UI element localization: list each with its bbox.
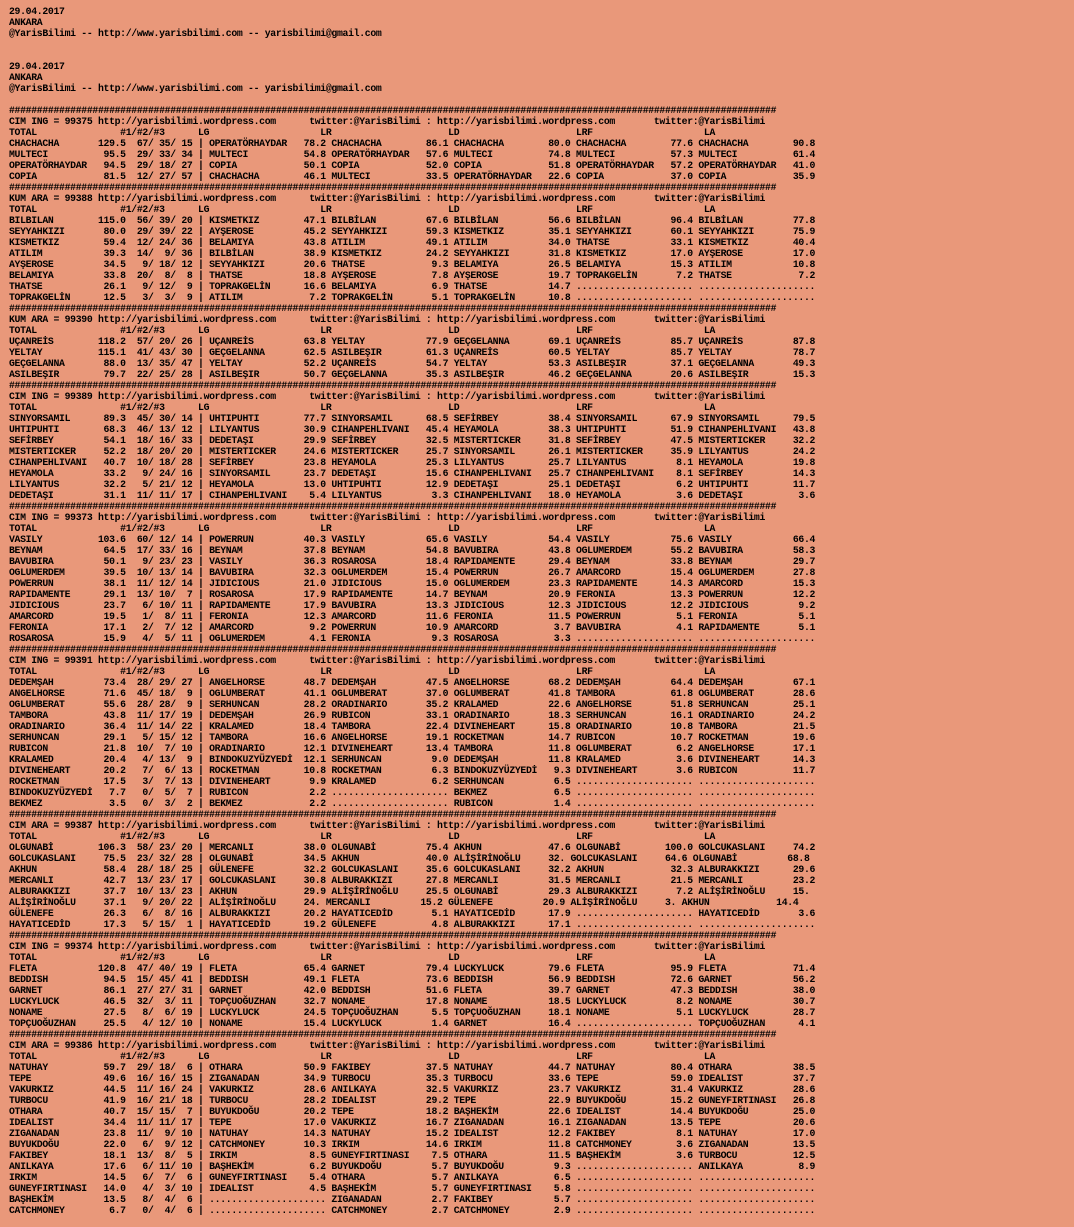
horse-row: GEÇGELANNA 88.0 13/ 35/ 47 | YELTAY 52.2 UÇANREİS 54.7 YELTAY 53.3 ASILBEŞIR 37.1 GEÇGELANNA 49.3 <box>9 358 816 369</box>
horse-row: COPIA 81.5 12/ 27/ 57 | CHACHACHA 46.1 MULTECI 33.5 OPERATÖRHAYDAR 22.6 COPIA 37.0 COPIA 35.9 <box>9 171 816 182</box>
horse-row: UHTIPUHTI 68.3 46/ 13/ 12 | LILYANTUS 30.9 CIHANPEHLIVANI 45.4 HEYAMOLA 38.3 UHTIPUHTI 51.9 CIHANPEHLIVANI 43.8 <box>9 424 816 435</box>
race-header-line: CIM ING = 99389 http://yarisbilimi.wordpress.com twitter:@YarisBilimi : http://yarisbilimi.wordpress.com twitter:@YarisBilimi <box>9 391 766 402</box>
horse-row: SEYYAHKIZI 80.0 29/ 39/ 22 | AYŞEROSE 45.2 SEYYAHKIZI 59.3 KISMETKIZ 35.1 SEYYAHKIZI 60.1 SEYYAHKIZI 75.9 <box>9 226 816 237</box>
separator-line: ########################################################################################################################################## <box>9 930 777 941</box>
race-header-line: CIM ING = 99391 http://yarisbilimi.wordpress.com twitter:@YarisBilimi : http://yarisbilimi.wordpress.com twitter:@YarisBilimi <box>9 655 766 666</box>
horse-row: GÜLENEFE 26.3 6/ 8/ 16 | ALBURAKKIZI 20.2 HAYATICEDİD 5.1 HAYATICEDİD 17.9 ..................... HAYATICEDİD 3.6 <box>9 908 816 919</box>
horse-row: GARNET 86.1 27/ 27/ 31 | GARNET 42.0 BEDDISH 51.6 FLETA 39.7 GARNET 47.3 BEDDISH 38.0 <box>9 985 816 996</box>
horse-row: IDEALIST 34.4 11/ 11/ 17 | TEPE 17.0 VAKURKIZ 16.7 ZIGANADAN 16.1 ZIGANADAN 13.5 TEPE 20.6 <box>9 1117 816 1128</box>
horse-row: CATCHMONEY 6.7 0/ 4/ 6 | ..................... CATCHMONEY 2.7 CATCHMONEY 2.9 ..................... ..................... <box>9 1205 816 1216</box>
horse-row: ROCKETMAN 17.5 3/ 7/ 13 | DIVINEHEART 9.9 KRALAMED 6.2 SERHUNCAN 6.5 ..................... ..................... <box>9 776 816 787</box>
separator-line: ########################################################################################################################################## <box>9 501 777 512</box>
horse-row: ZIGANADAN 23.8 11/ 9/ 10 | NATUHAY 14.3 NATUHAY 15.2 IDEALIST 12.2 FAKIBEY 8.1 NATUHAY 17.0 <box>9 1128 816 1139</box>
horse-row: SEFİRBEY 54.1 18/ 16/ 33 | DEDETAŞI 29.9 SEFİRBEY 32.5 MISTERTICKER 31.8 SEFİRBEY 47.5 MISTERTICKER 32.2 <box>9 435 816 446</box>
blank-line <box>9 50 815 61</box>
horse-row: DEDEMŞAH 73.4 28/ 29/ 27 | ANGELHORSE 48.7 DEDEMŞAH 47.5 ANGELHORSE 68.2 DEDEMŞAH 64.4 DEDEMŞAH 67.1 <box>9 677 816 688</box>
race-header-line: CIM ING = 99373 http://yarisbilimi.wordpress.com twitter:@YarisBilimi : http://yarisbilimi.wordpress.com twitter:@YarisBilimi <box>9 512 766 523</box>
horse-row: ANILKAYA 17.6 6/ 11/ 10 | BAŞHEKİM 6.2 BUYUKDOĞU 5.7 BUYUKDOĞU 9.3 ..................... ANILKAYA 8.9 <box>9 1161 816 1172</box>
text-line: @YarisBilimi -- http://www.yarisbilimi.com -- yarisbilimi@gmail.com <box>9 83 382 94</box>
horse-row: TOPÇUOĞUZHAN 25.5 4/ 12/ 10 | NONAME 15.4 LUCKYLUCK 1.4 GARNET 16.4 ..................... TOPÇUOĞUZHAN 4.1 <box>9 1018 816 1029</box>
horse-row: AYŞEROSE 34.5 9/ 18/ 12 | SEYYAHKIZI 20.6 THATSE 9.3 BELAMIYA 26.5 BELAMIYA 15.3 ATILIM 10.8 <box>9 259 816 270</box>
horse-row: ALBURAKKIZI 37.7 10/ 13/ 23 | AKHUN 29.9 ALİŞİRİNOĞLU 25.5 OLGUNABİ 29.3 ALBURAKKIZI 7.2 ALİŞİRİNOĞLU 15. <box>9 886 810 897</box>
horse-row: NONAME 27.5 8/ 6/ 19 | LUCKYLUCK 24.5 TOPÇUOĞUZHAN 5.5 TOPÇUOĞUZHAN 18.1 NONAME 5.1 LUCKYLUCK 28.7 <box>9 1007 816 1018</box>
horse-row: OPERATÖRHAYDAR 94.5 29/ 18/ 27 | COPIA 50.1 COPIA 52.0 COPIA 51.8 OPERATÖRHAYDAR 57.2 OPERATÖRHAYDAR 41.0 <box>9 160 816 171</box>
horse-row: LUCKYLUCK 46.5 32/ 3/ 11 | TOPÇUOĞUZHAN 32.7 NONAME 17.8 NONAME 18.5 LUCKYLUCK 8.2 NONAME 30.7 <box>9 996 816 1007</box>
horse-row: POWERRUN 38.1 11/ 12/ 14 | JIDICIOUS 21.0 JIDICIOUS 15.0 OGLUMERDEM 23.3 RAPIDAMENTE 14.3 AMARCORD 15.3 <box>9 578 816 589</box>
race-header-line: KUM ARA = 99388 http://yarisbilimi.wordpress.com twitter:@YarisBilimi : http://yarisbilimi.wordpress.com twitter:@YarisBilimi <box>9 193 766 204</box>
horse-row: TURBOCU 41.9 16/ 21/ 18 | TURBOCU 28.2 IDEALIST 29.2 TEPE 22.9 BUYUKDOĞU 15.2 GUNEYFIRTINASI 26.8 <box>9 1095 816 1106</box>
horse-row: HAYATICEDİD 17.3 5/ 15/ 1 | HAYATICEDİD 19.2 GÜLENEFE 4.8 ALBURAKKIZI 17.1 ..................... ..................... <box>9 919 816 930</box>
text-line: 29.04.2017 <box>9 6 65 17</box>
horse-row: BELAMIYA 33.8 20/ 8/ 8 | THATSE 18.8 AYŞEROSE 7.8 AYŞEROSE 19.7 TOPRAKGELİN 7.2 THATSE 7.2 <box>9 270 816 281</box>
horse-row: BEDDISH 94.5 15/ 45/ 41 | BEDDISH 49.1 FLETA 73.6 BEDDISH 56.9 BEDDISH 72.6 GARNET 56.2 <box>9 974 816 985</box>
horse-row: SINYORSAMIL 89.3 45/ 30/ 14 | UHTIPUHTI 77.7 SINYORSAMIL 68.5 SEFİRBEY 38.4 SINYORSAMIL 67.9 SINYORSAMIL 79.5 <box>9 413 816 424</box>
horse-row: ANGELHORSE 71.6 45/ 18/ 9 | OGLUMBERAT 41.1 OGLUMBERAT 37.0 OGLUMBERAT 41.8 TAMBORA 61.8 OGLUMBERAT 28.6 <box>9 688 816 699</box>
horse-row: MISTERTICKER 52.2 18/ 20/ 20 | MISTERTICKER 24.6 MISTERTICKER 25.7 SINYORSAMIL 26.1 MISTERTICKER 35.9 LILYANTUS 24.2 <box>9 446 816 457</box>
horse-row: ATILIM 39.3 14/ 9/ 36 | BILBİLAN 38.9 KISMETKIZ 24.2 SEYYAHKIZI 31.8 KISMETKIZ 17.0 AYŞEROSE 17.0 <box>9 248 816 259</box>
horse-row: UÇANREİS 118.2 57/ 20/ 26 | UÇANREİS 63.8 YELTAY 77.9 GEÇGELANNA 69.1 UÇANREİS 85.7 UÇANREİS 87.8 <box>9 336 816 347</box>
column-header-line: TOTAL #1/#2/#3 LG LR LD LRF LA <box>9 666 716 677</box>
column-header-line: TOTAL #1/#2/#3 LG LR LD LRF LA <box>9 1051 716 1062</box>
separator-line: ########################################################################################################################################## <box>9 644 777 655</box>
horse-row: OTHARA 40.7 15/ 15/ 7 | BUYUKDOĞU 20.2 TEPE 18.2 BAŞHEKİM 22.6 IDEALIST 14.4 BUYUKDOĞU 25.0 <box>9 1106 816 1117</box>
horse-row: CIHANPEHLIVANI 40.7 10/ 18/ 28 | SEFİRBEY 23.8 HEYAMOLA 25.3 LILYANTUS 25.7 LILYANTUS 8.1 HEYAMOLA 19.8 <box>9 457 816 468</box>
horse-row: RAPIDAMENTE 29.1 13/ 10/ 7 | ROSAROSA 17.9 RAPIDAMENTE 14.7 BEYNAM 20.9 FERONIA 13.3 POWERRUN 12.2 <box>9 589 816 600</box>
horse-row: FLETA 120.8 47/ 40/ 19 | FLETA 65.4 GARNET 79.4 LUCKYLUCK 79.6 FLETA 95.9 FLETA 71.4 <box>9 963 816 974</box>
race-report-document <box>9 6 815 1216</box>
race-header-line: CIM ING = 99375 http://yarisbilimi.wordpress.com twitter:@YarisBilimi : http://yarisbilimi.wordpress.com twitter:@YarisBilimi <box>9 116 766 127</box>
horse-row: RUBICON 21.8 10/ 7/ 10 | ORADINARIO 12.1 DIVINEHEART 13.4 TAMBORA 11.8 OGLUMBERAT 6.2 ANGELHORSE 17.1 <box>9 743 816 754</box>
horse-row: BAŞHEKİM 13.5 8/ 4/ 6 | ..................... ZIGANADAN 2.7 FAKIBEY 5.7 ..................... ..................... <box>9 1194 816 1205</box>
column-header-line: TOTAL #1/#2/#3 LG LR LD LRF LA <box>9 325 716 336</box>
horse-row: FERONIA 17.1 2/ 7/ 12 | AMARCORD 9.2 POWERRUN 10.9 AMARCORD 3.7 BAVUBIRA 4.1 RAPIDAMENTE 5.1 <box>9 622 816 633</box>
horse-row: OGLUMERDEM 39.5 10/ 13/ 14 | BAVUBIRA 32.3 OGLUMERDEM 15.4 POWERRUN 26.7 AMARCORD 15.4 OGLUMERDEM 27.8 <box>9 567 816 578</box>
horse-row: DEDETAŞI 31.1 11/ 11/ 17 | CIHANPEHLIVANI 5.4 LILYANTUS 3.3 CIHANPEHLIVANI 18.0 HEYAMOLA 3.6 DEDETAŞI 3.6 <box>9 490 816 501</box>
column-header-line: TOTAL #1/#2/#3 LG LR LD LRF LA <box>9 831 716 842</box>
horse-row: FAKIBEY 18.1 13/ 8/ 5 | IRKIM 8.5 GUNEYFIRTINASI 7.5 OTHARA 11.5 BAŞHEKİM 3.6 TURBOCU 12.5 <box>9 1150 816 1161</box>
horse-row: ORADINARIO 36.4 11/ 14/ 22 | KRALAMED 18.4 TAMBORA 22.4 DIVINEHEART 15.8 ORADINARIO 10.8 TAMBORA 21.5 <box>9 721 816 732</box>
horse-row: KRALAMED 20.4 4/ 13/ 9 | BINDOKUZYÜZYEDİ 12.1 SERHUNCAN 9.0 DEDEMŞAH 11.8 KRALAMED 3.6 DIVINEHEART 14.3 <box>9 754 816 765</box>
text-line: ANKARA <box>9 17 43 28</box>
horse-row: VASILY 103.6 60/ 12/ 14 | POWERRUN 40.3 VASILY 65.6 VASILY 54.4 VASILY 75.6 VASILY 66.4 <box>9 534 816 545</box>
column-header-line: TOTAL #1/#2/#3 LG LR LD LRF LA <box>9 952 716 963</box>
horse-row: MERCANLI 42.7 13/ 23/ 17 | GOLCUKASLANI 30.8 ALBURAKKIZI 27.8 MERCANLI 31.5 MERCANLI 21.5 MERCANLI 23.2 <box>9 875 816 886</box>
horse-row: TEPE 49.6 16/ 16/ 15 | ZIGANADAN 34.9 TURBOCU 35.3 TURBOCU 33.6 TEPE 59.0 IDEALIST 37.7 <box>9 1073 816 1084</box>
horse-row: IRKIM 14.5 6/ 7/ 6 | GUNEYFIRTINASI 5.4 OTHARA 5.7 ANILKAYA 6.5 ..................... ..................... <box>9 1172 816 1183</box>
race-header-line: KUM ARA = 99390 http://yarisbilimi.wordpress.com twitter:@YarisBilimi : http://yarisbilimi.wordpress.com twitter:@YarisBilimi <box>9 314 766 325</box>
horse-row: BAVUBIRA 50.1 9/ 23/ 23 | VASILY 36.3 ROSAROSA 18.4 RAPIDAMENTE 29.4 BEYNAM 33.8 BEYNAM 29.7 <box>9 556 816 567</box>
horse-row: BILBILAN 115.0 56/ 39/ 20 | KISMETKIZ 47.1 BILBİLAN 67.6 BILBİLAN 56.6 BILBİLAN 96.4 BILBİLAN 77.8 <box>9 215 816 226</box>
horse-row: THATSE 26.1 9/ 12/ 9 | TOPRAKGELİN 16.6 BELAMIYA 6.9 THATSE 14.7 ..................... ..................... <box>9 281 816 292</box>
separator-line: ########################################################################################################################################## <box>9 182 777 193</box>
horse-row: TOPRAKGELİN 12.5 3/ 3/ 9 | ATILIM 7.2 TOPRAKGELİN 5.1 TOPRAKGELİN 10.8 ..................... ..................... <box>9 292 816 303</box>
column-header-line: TOTAL #1/#2/#3 LG LR LD LRF LA <box>9 204 716 215</box>
horse-row: ROSAROSA 15.9 4/ 5/ 11 | OGLUMERDEM 4.1 FERONIA 9.3 ROSAROSA 3.3 ..................... ..................... <box>9 633 816 644</box>
race-header-line: CIM ARA = 99386 http://yarisbilimi.wordpress.com twitter:@YarisBilimi : http://yarisbilimi.wordpress.com twitter:@YarisBilimi <box>9 1040 766 1051</box>
horse-row: HEYAMOLA 33.2 9/ 24/ 16 | SINYORSAMIL 23.7 DEDETAŞI 15.6 CIHANPEHLIVANI 25.7 CIHANPEHLIVANI 8.1 SEFİRBEY 14.3 <box>9 468 816 479</box>
text-line: @YarisBilimi -- http://www.yarisbilimi.com -- yarisbilimi@gmail.com <box>9 28 382 39</box>
race-header-line: CIM ING = 99374 http://yarisbilimi.wordpress.com twitter:@YarisBilimi : http://yarisbilimi.wordpress.com twitter:@YarisBilimi <box>9 941 766 952</box>
horse-row: SERHUNCAN 29.1 5/ 15/ 12 | TAMBORA 16.6 ANGELHORSE 19.1 ROCKETMAN 14.7 RUBICON 10.7 ROCKETMAN 19.6 <box>9 732 816 743</box>
text-line: ANKARA <box>9 72 43 83</box>
separator-line: ########################################################################################################################################## <box>9 303 777 314</box>
separator-line: ########################################################################################################################################## <box>9 105 777 116</box>
horse-row: CHACHACHA 129.5 67/ 35/ 15 | OPERATÖRHAYDAR 78.2 CHACHACHA 86.1 CHACHACHA 80.0 CHACHACHA 77.6 CHACHACHA 90.8 <box>9 138 816 149</box>
horse-row: NATUHAY 59.7 29/ 18/ 6 | OTHARA 50.9 FAKIBEY 37.5 NATUHAY 44.7 NATUHAY 80.4 OTHARA 38.5 <box>9 1062 816 1073</box>
race-header-line: CIM ARA = 99387 http://yarisbilimi.wordpress.com twitter:@YarisBilimi : http://yarisbilimi.wordpress.com twitter:@YarisBilimi <box>9 820 766 831</box>
horse-row: KISMETKIZ 59.4 12/ 24/ 36 | BELAMIYA 43.8 ATILIM 49.1 ATILIM 34.0 THATSE 33.1 KISMETKIZ 40.4 <box>9 237 816 248</box>
horse-row: YELTAY 115.1 41/ 43/ 30 | GEÇGELANNA 62.5 ASILBEŞIR 61.3 UÇANREİS 60.5 YELTAY 85.7 YELTAY 78.7 <box>9 347 816 358</box>
horse-row: AMARCORD 19.5 1/ 8/ 11 | FERONIA 12.3 AMARCORD 11.6 FERONIA 11.5 POWERRUN 5.1 FERONIA 5.1 <box>9 611 816 622</box>
separator-line: ########################################################################################################################################## <box>9 380 777 391</box>
horse-row: DIVINEHEART 20.2 7/ 6/ 13 | ROCKETMAN 10.8 ROCKETMAN 6.3 BINDOKUZYÜZYEDİ 9.3 DIVINEHEART 3.6 RUBICON 11.7 <box>9 765 816 776</box>
horse-row: BUYUKDOĞU 22.0 6/ 9/ 12 | CATCHMONEY 10.3 IRKIM 14.6 IRKIM 11.8 CATCHMONEY 3.6 ZIGANADAN 13.5 <box>9 1139 816 1150</box>
horse-row: OLGUNABİ 106.3 58/ 23/ 20 | MERCANLI 38.0 OLGUNABİ 75.4 AKHUN 47.6 OLGUNABİ 100.0 GOLCUKASLANI 74.2 <box>9 842 816 853</box>
text-line: 29.04.2017 <box>9 61 65 72</box>
horse-row: GOLCUKASLANI 75.5 23/ 32/ 28 | OLGUNABİ 34.5 AKHUN 40.0 ALİŞİRİNOĞLU 32. GOLCUKASLANI 64.6 OLGUNABİ 68.8 <box>9 853 810 864</box>
separator-line: ########################################################################################################################################## <box>9 1029 777 1040</box>
column-header-line: TOTAL #1/#2/#3 LG LR LD LRF LA <box>9 127 716 138</box>
horse-row: BEYNAM 64.5 17/ 33/ 16 | BEYNAM 37.8 BEYNAM 54.8 BAVUBIRA 43.8 OGLUMERDEM 55.2 BAVUBIRA 58.3 <box>9 545 816 556</box>
blank-line <box>9 94 815 105</box>
column-header-line: TOTAL #1/#2/#3 LG LR LD LRF LA <box>9 402 716 413</box>
horse-row: VAKURKIZ 44.5 11/ 16/ 24 | VAKURKIZ 28.6 ANILKAYA 32.5 VAKURKIZ 23.7 VAKURKIZ 31.4 VAKURKIZ 28.6 <box>9 1084 816 1095</box>
horse-row: GUNEYFIRTINASI 14.0 4/ 3/ 10 | IDEALIST 4.5 BAŞHEKİM 5.7 GUNEYFIRTINASI 5.8 ..................... ..................... <box>9 1183 816 1194</box>
horse-row: AKHUN 58.4 28/ 18/ 25 | GÜLENEFE 32.2 GOLCUKASLANI 35.6 GOLCUKASLANI 32.2 AKHUN 32.3 ALBURAKKIZI 29.6 <box>9 864 816 875</box>
horse-row: OGLUMBERAT 55.6 28/ 28/ 9 | SERHUNCAN 28.2 ORADINARIO 35.2 KRALAMED 22.6 ANGELHORSE 51.8 SERHUNCAN 25.1 <box>9 699 816 710</box>
separator-line: ########################################################################################################################################## <box>9 809 777 820</box>
horse-row: LILYANTUS 32.2 5/ 21/ 12 | HEYAMOLA 13.0 UHTIPUHTI 12.9 DEDETAŞI 25.1 DEDETAŞI 6.2 UHTIPUHTI 11.7 <box>9 479 816 490</box>
blank-line <box>9 39 815 50</box>
horse-row: TAMBORA 43.8 11/ 17/ 19 | DEDEMŞAH 26.9 RUBICON 33.1 ORADINARIO 18.3 SERHUNCAN 16.1 ORADINARIO 24.2 <box>9 710 816 721</box>
horse-row: MULTECI 95.5 29/ 33/ 34 | MULTECI 54.8 OPERATÖRHAYDAR 57.6 MULTECI 74.8 MULTECI 57.3 MULTECI 61.4 <box>9 149 816 160</box>
horse-row: BINDOKUZYÜZYEDİ 7.7 0/ 5/ 7 | RUBICON 2.2 ..................... BEKMEZ 6.5 ..................... ..................... <box>9 787 816 798</box>
horse-row: BEKMEZ 3.5 0/ 3/ 2 | BEKMEZ 2.2 ..................... RUBICON 1.4 ..................... ..................... <box>9 798 816 809</box>
horse-row: JIDICIOUS 23.7 6/ 10/ 11 | RAPIDAMENTE 17.9 BAVUBIRA 13.3 JIDICIOUS 12.3 JIDICIOUS 12.2 JIDICIOUS 9.2 <box>9 600 816 611</box>
horse-row: ASILBEŞIR 79.7 22/ 25/ 28 | ASILBEŞIR 50.7 GEÇGELANNA 35.3 ASILBEŞIR 46.2 GEÇGELANNA 20.6 ASILBEŞIR 15.3 <box>9 369 816 380</box>
horse-row: ALİŞİRİNOĞLU 37.1 9/ 20/ 22 | ALİŞİRİNOĞLU 24. MERCANLI 15.2 GÜLENEFE 20.9 ALİŞİRİNOĞLU 3. AKHUN 14.4 <box>9 897 799 908</box>
column-header-line: TOTAL #1/#2/#3 LG LR LD LRF LA <box>9 523 716 534</box>
